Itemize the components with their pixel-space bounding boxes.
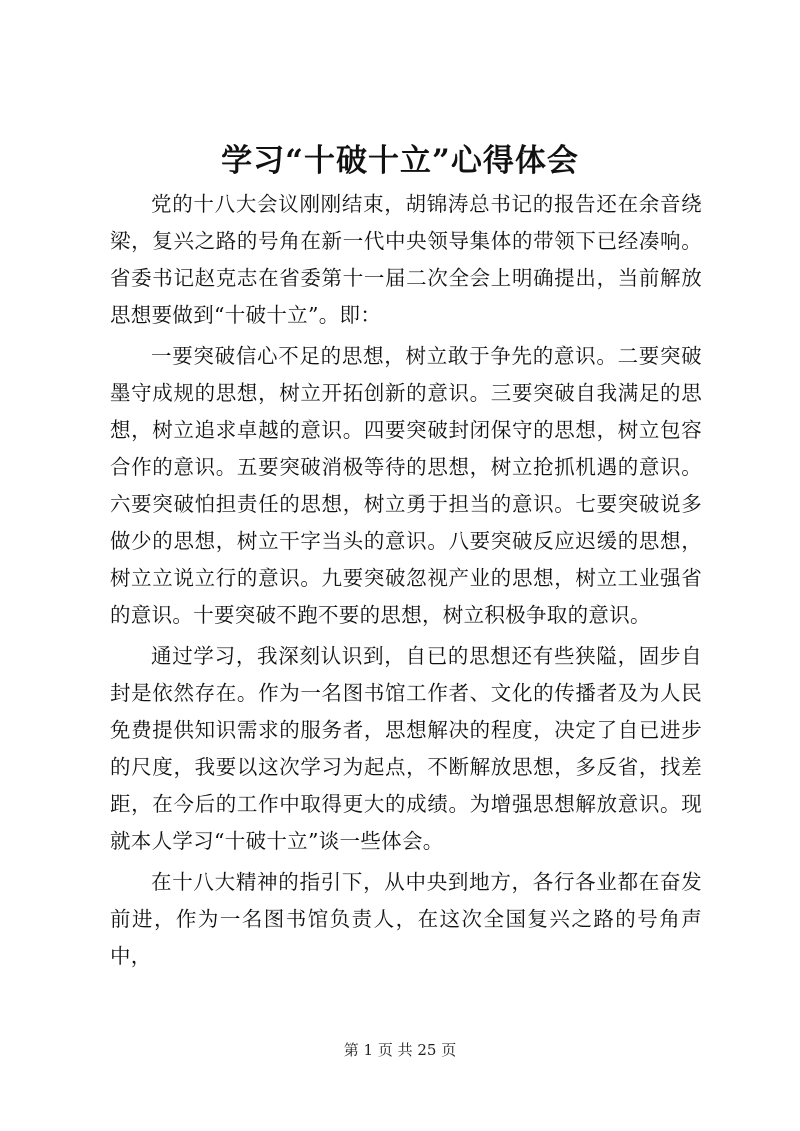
document-title: 学习“十破十立”心得体会: [221, 143, 579, 179]
page-number-footer: 第 1 页 共 25 页: [343, 1041, 457, 1059]
paragraph: 党的十八大会议刚刚结束，胡锦涛总书记的报告还在余音绕梁，复兴之路的号角在新一代中央领导集体的带领下已经凑响。省委书记赵克志在省委第十一届二次全会上明确提出，当前解放思想要做到“十破十立”。即：: [110, 192, 702, 327]
paragraph: 通过学习，我深刻认识到，自已的思想还有些狭隘，固步自封是依然存在。作为一名图书馆工作者、文化的传播者及为人民免费提供知识需求的服务者，思想解决的程度，决定了自已进步的尺度，我要以这次学习为起点，不断解放思想，多反省，找差距，在今后的工作中取得更大的成绩。为增强思想解放意识。现就本人学习“十破十立”谈一些体会。: [110, 644, 702, 853]
paragraph: 一要突破信心不足的思想，树立敢于争先的意识。二要突破墨守成规的思想，树立开拓创新的意识。三要突破自我满足的思想，树立追求卓越的意识。四要突破封闭保守的思想，树立包容合作的意识。五要突破消极等待的思想，树立抢抓机遇的意识。六要突破怕担责任的思想，树立勇于担当的意识。七要突破说多做少的思想，树立干字当头的意识。八要突破反应迟缓的思想，树立立说立行的意识。九要突破忽视产业的思想，树立工业强省的意识。十要突破不跑不要的思想，树立积极争取的意识。: [110, 344, 702, 627]
document-body: [110, 186, 702, 979]
paragraph: 在十八大精神的指引下，从中央到地方，各行各业都在奋发前进，作为一名图书馆负责人，在这次全国复兴之路的号角声中，: [110, 870, 702, 968]
